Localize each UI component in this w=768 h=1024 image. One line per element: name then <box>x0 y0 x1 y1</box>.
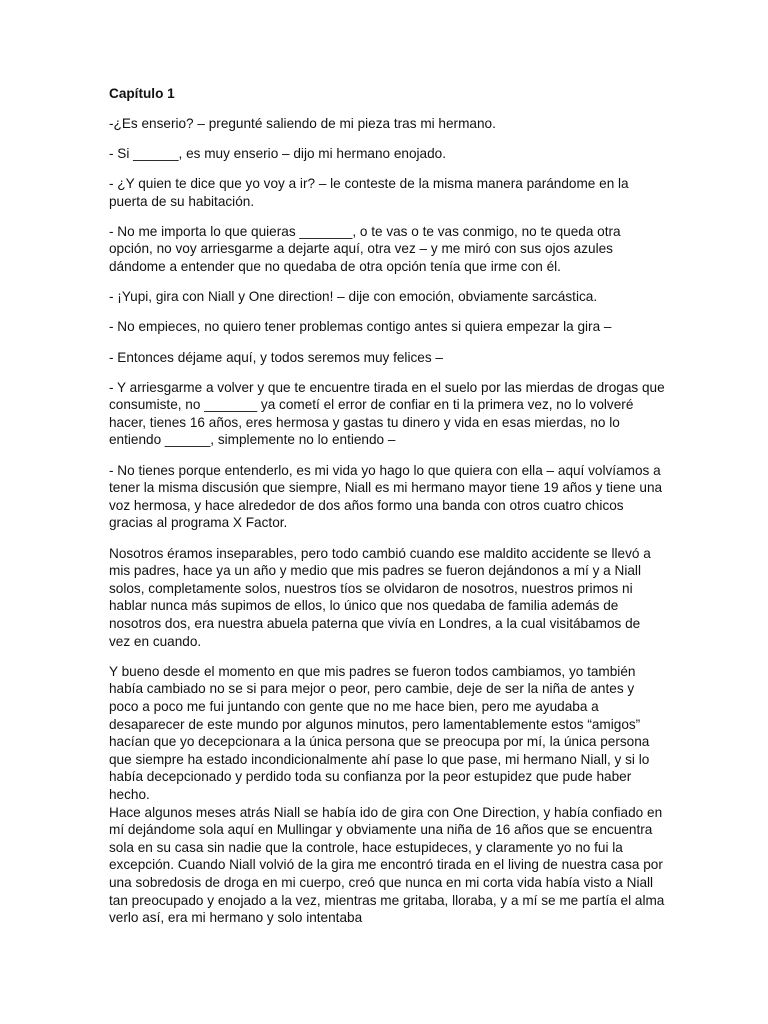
paragraph-3: - ¿Y quien te dice que yo voy a ir? – le conteste de la misma manera parándome en la puerta de su habitación. <box>109 175 629 209</box>
paragraph-6: - No empieces, no quiero tener problemas contigo antes si quiera empezar la gira – <box>109 319 612 335</box>
chapter-heading: Capítulo 1 <box>109 86 175 101</box>
paragraph-2: - Si ______, es muy enserio – dijo mi hermano enojado. <box>109 145 447 161</box>
paragraph-12: Hace algunos meses atrás Niall se había ido de gira con One Direction, y había confiado en mí dejándome sola aquí en Mullingar y obviamente una niña de 16 años que se encuentra sola en su casa sin nadie que la controle, hace estupideces, y claramente yo no fui la excepción. Cuando Niall volvió de la gira me encontró tirada en el living de nuestra casa por una sobredosis de droga en mi cuerpo, creó que nunca en mi corta vida había visto a Niall tan preocupado y enojado a la vez, mientras me gritaba, lloraba, y a mí se me partía el alma verlo así, era mi hermano y solo intentaba <box>109 804 665 926</box>
paragraph-11: Y bueno desde el momento en que mis padres se fueron todos cambiamos, yo también había cambiado no se si para mejor o peor, pero cambie, deje de ser la niña de antes y poco a poco me fui juntando con gente que no me hace bien, pero me ayudaba a desaparecer de este mundo por algunos minutos, pero lamentablemente estos “amigos” hacían que yo decepcionara a la única persona que se preocupa por mí, la única persona que siempre ha estado incondicionalmente ahí pase lo que pase, mi hermano Niall, y si lo había decepcionado y perdido toda su confianza por la peor estupidez que pude haber hecho. <box>109 663 650 802</box>
paragraph-8: - Y arriesgarme a volver y que te encuentre tirada en el suelo por las mierdas de drogas que consumiste, no _______ ya cometí el error de confiar en ti la primera vez, no lo volveré hacer, tienes 16 años, eres hermosa y gastas tu dinero y vida en esas mierdas, no lo entiendo ______, simplemente no lo entiendo – <box>109 379 665 448</box>
document-body <box>109 85 665 939</box>
paragraph-5: - ¡Yupi, gira con Niall y One direction! – dije con emoción, obviamente sarcástica. <box>109 289 598 305</box>
paragraph-4: - No me importa lo que quieras _______, o te vas o te vas conmigo, no te queda otra opción, no voy arriesgarme a dejarte aquí, otra vez – y me miró con sus ojos azules dándome a entender que no quedaba de otra opción tenía que irme con él. <box>109 223 621 274</box>
paragraph-7: - Entonces déjame aquí, y todos seremos muy felices – <box>109 349 443 365</box>
paragraph-9: - No tienes porque entenderlo, es mi vida yo hago lo que quiera con ella – aquí volvíamos a tener la misma discusión que siempre, Niall es mi hermano mayor tiene 19 años y tiene una voz hermosa, y hace alrededor de dos años formo una banda con otros cuatro chicos gracias al programa X Factor. <box>109 462 663 531</box>
paragraph-10: Nosotros éramos inseparables, pero todo cambió cuando ese maldito accidente se llevó a mis padres, hace ya un año y medio que mis padres se fueron dejándonos a mí y a Niall solos, completamente solos, nuestros tíos se olvidaron de nosotros, nuestros primos ni hablar nunca más supimos de ellos, lo único que nos quedaba de familia además de nosotros dos, era nuestra abuela paterna que vivía en Londres, a la cual visitábamos de vez en cuando. <box>109 545 651 649</box>
paragraph-1: -¿Es enserio? – pregunté saliendo de mi pieza tras mi hermano. <box>109 115 496 131</box>
